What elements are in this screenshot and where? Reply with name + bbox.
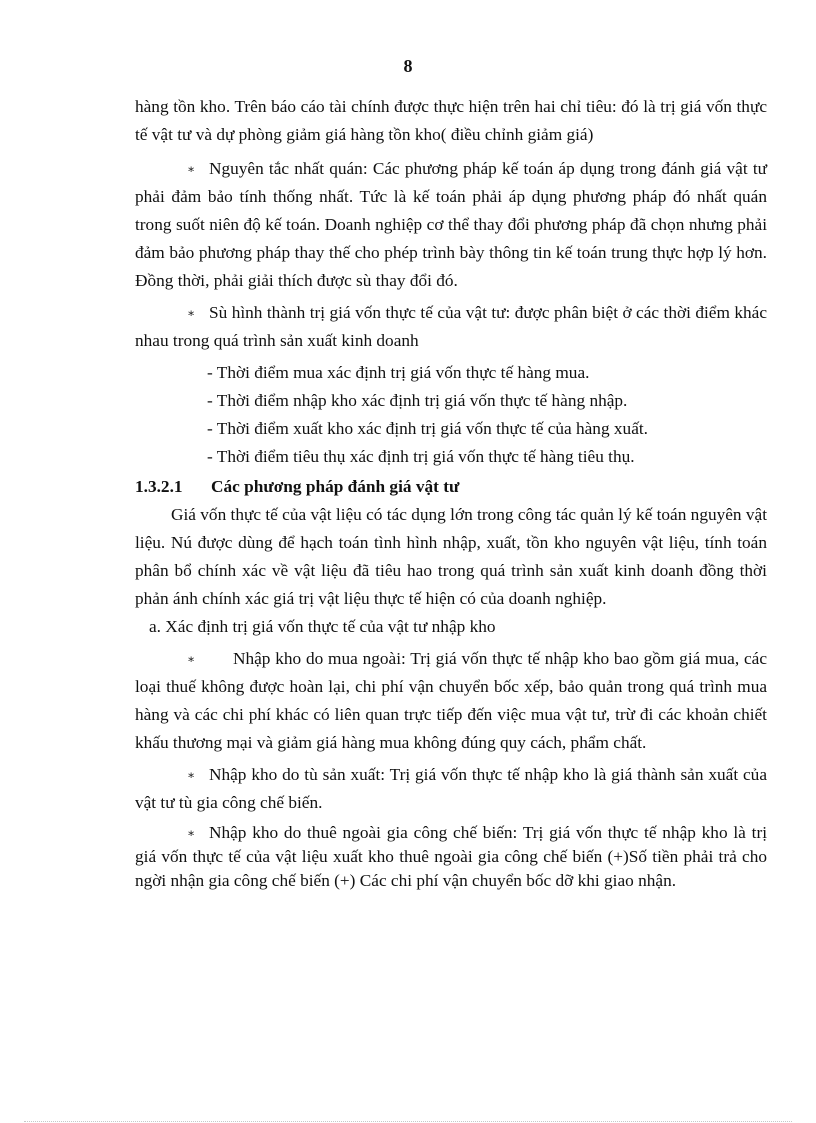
asterisk-bullet-icon: ∗ [187, 826, 196, 840]
paragraph-text: Nhập kho do thuê ngoài gia công chế biến: Trị giá vốn thực tế nhập kho là trị giá vốn thực tế của vật liệu xuất kho thuê ngoài gia công chế biến (+)Số tiền phải trả cho ngời nhận gia công chế biến (+) Các chi phí vận chuyển bốc dỡ khi giao nhận. [135, 823, 767, 890]
paragraph-actual-cost: Giá vốn thực tế của vật liệu có tác dụng lớn trong công tác quản lý kế toán nguyên vật liệu. Nú được dùng để hạch toán tình hình nhập, xuất, tồn kho nguyên vật liệu, tính toán phân bổ chính xác về vật liệu đã tiêu hao trong quá trình sản xuất kinh doanh đồng thời phản ánh chính xác giá trị vật liệu thực tế hiện có của doanh nghiệp. [135, 505, 767, 608]
asterisk-bullet-icon: ∗ [187, 768, 196, 782]
paragraph-self-production [135, 761, 767, 817]
page-bottom-divider [24, 1121, 792, 1122]
list-item: - Thời điểm xuất kho xác định trị giá vốn thực tế của hàng xuất. [207, 419, 648, 438]
paragraph-external-purchase [135, 645, 767, 757]
paragraph-text: Nhập kho do mua ngoài: Trị giá vốn thực tế nhập kho bao gồm giá mua, các loại thuế không được hoàn lại, chi phí vận chuyển bốc xếp, bảo quản trong quá trình mua hàng và các chi phí khác có liên quan trực tiếp đến việc mua vật tư, trừ đi các khoản chiết khấu thương mại và giảm giá hàng mua không đúng quy cách, phẩm chất. [135, 649, 767, 752]
asterisk-bullet-icon: ∗ [187, 162, 196, 176]
paragraph-text: Nguyên tắc nhất quán: Các phương pháp kế toán áp dụng trong đánh giá vật tư phải đảm bảo tính thống nhất. Tức là kế toán phải áp dụng phương pháp đó nhất quán trong suốt niên độ kế toán. Doanh nghiệp cơ thể thay đổi phương pháp đã chọn nhưng phải đảm bảo phương pháp thay thế cho phép trình bày thông tin kế toán trung thực hợp lý hơn. Đồng thời, phải giải thích được sù thay đổi đó. [135, 159, 767, 290]
paragraph-outsourced-processing [135, 821, 767, 893]
list-item: - Thời điểm nhập kho xác định trị giá vốn thực tế hàng nhập. [207, 391, 628, 410]
asterisk-bullet-icon: ∗ [187, 652, 196, 666]
list-item: - Thời điểm mua xác định trị giá vốn thực tế hàng mua. [207, 363, 590, 382]
paragraph-consistency-principle [135, 155, 767, 295]
section-number: 1.3.2.1 [135, 477, 183, 496]
asterisk-bullet-icon: ∗ [187, 306, 196, 320]
page-content [135, 93, 767, 893]
paragraph-text: Sù hình thành trị giá vốn thực tế của vật tư: được phân biệt ở các thời điểm khác nhau trong quá trình sản xuất kinh doanh [135, 303, 767, 350]
list-item: - Thời điểm tiêu thụ xác định trị giá vốn thực tế hàng tiêu thụ. [207, 447, 635, 466]
subsection-a-title: a. Xác định trị giá vốn thực tế của vật tư nhập kho [149, 617, 496, 636]
paragraph-inventory-continuation: hàng tồn kho. Trên báo cáo tài chính được thực hiện trên hai chỉ tiêu: đó là trị giá vốn thực tế vật tư và dự phòng giảm giá hàng tồn kho( điều chỉnh giảm giá) [135, 97, 767, 144]
section-heading [135, 473, 767, 501]
page-number: 8 [403, 56, 413, 76]
paragraph-cost-formation [135, 299, 767, 355]
paragraph-text: Nhập kho do tù sản xuất: Trị giá vốn thực tế nhập kho là giá thành sản xuất của vật tư tù gia công chế biến. [135, 765, 767, 812]
section-title: Các phương pháp đánh giá vật tư [211, 477, 460, 496]
